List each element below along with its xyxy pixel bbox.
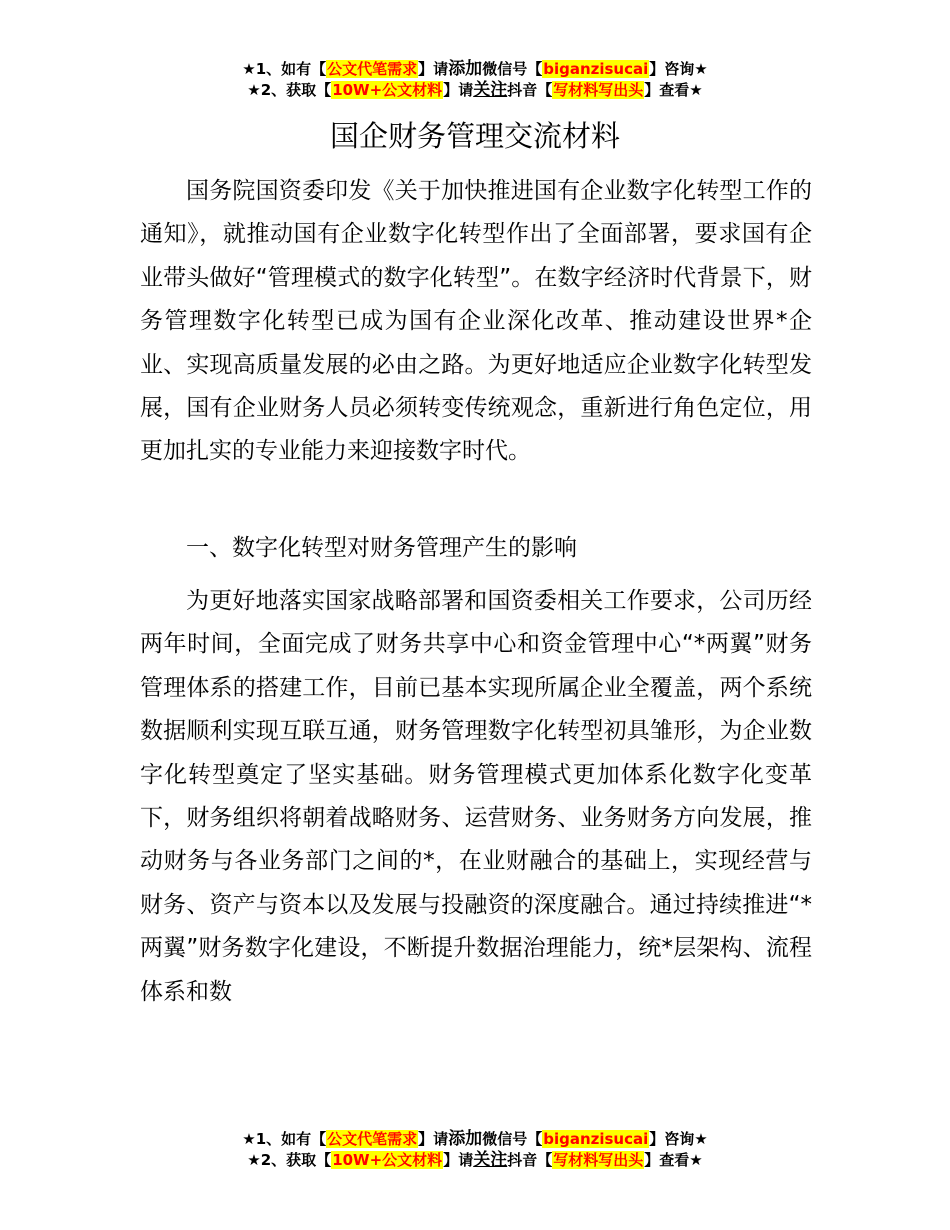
banner-line-2 [0,1150,950,1171]
body-section-2 [140,580,812,1014]
banner-line-2 [0,80,950,101]
banner-text: 】查看★ [644,81,703,99]
section-heading: 一、数字化转型对财务管理产生的影响 [186,535,577,561]
banner-emphasis: 关注 [473,80,508,100]
banner-line-1 [0,59,950,80]
banner-text: 】咨询★ [649,1130,708,1148]
banner-highlight-wechat-id: biganzisucai [543,60,649,78]
banner-text: ★1、如有【 [242,60,327,78]
banner-text: ★2、获取【 [247,1151,332,1169]
paragraph-intro: 国务院国资委印发《关于加快推进国有企业数字化转型工作的通知》，就推动国有企业数字化转型作出了全面部署，要求国有企业带头做好“管理模式的数字化转型”。在数字经济时代背景下，财务管理数字化转型已成为国有企业深化改革、推动建设世界*企业、实现高质量发展的必由之路。为更好地适应企业数字化转型发展，国有企业财务人员必须转变传统观念，重新进行角色定位，用更加扎实的专业能力来迎接数字时代。 [140,178,812,465]
banner-highlight-materials: 10W+公文材料 [332,1151,443,1169]
banner-text: ★2、获取【 [247,81,332,99]
banner-text: 】请 [418,1130,449,1148]
banner-text: 】查看★ [644,1151,703,1169]
document-title: 国企财务管理交流材料 [329,119,620,153]
banner-emphasis: 关注 [473,1150,508,1170]
banner-highlight-douyin-id: 写材料写出头 [553,1151,644,1169]
banner-highlight-wechat-id: biganzisucai [543,1130,649,1148]
banner-text: 】请 [443,1151,474,1169]
banner-highlight-service: 公文代笔需求 [327,60,418,78]
body-section-heading [140,527,812,570]
paragraph-impact: 为更好地落实国家战略部署和国资委相关工作要求，公司历经两年时间，全面完成了财务共享中心和资金管理中心“*两翼”财务管理体系的搭建工作，目前已基本实现所属企业全覆盖，两个系统数据顺利实现互联互通，财务管理数字化转型初具雏形，为企业数字化转型奠定了坚实基础。财务管理模式更加体系化数字化变革下，财务组织将朝着战略财务、运营财务、业务财务方向发展，推动财务与各业务部门之间的*，在业财融合的基础上，实现经营与财务、资产与资本以及发展与投融资的深度融合。通过持续推进“*两翼”财务数字化建设，不断提升数据治理能力，统*层架构、流程体系和数 [140,588,812,1005]
banner-emphasis: 添加 [448,1129,483,1149]
banner-text: ★1、如有【 [242,1130,327,1148]
banner-emphasis: 添加 [448,59,483,79]
banner-text: 】咨询★ [649,60,708,78]
banner-highlight-douyin-id: 写材料写出头 [553,81,644,99]
body-section-1 [140,170,812,474]
banner-text: 】请 [443,81,474,99]
banner-highlight-materials: 10W+公文材料 [332,81,443,99]
banner-text: 微信号【 [482,1130,543,1148]
banner-text: 抖音【 [507,81,553,99]
banner-text: 】请 [418,60,449,78]
banner-text: 微信号【 [482,60,543,78]
top-banner [0,59,950,101]
bottom-banner [0,1129,950,1171]
banner-text: 抖音【 [507,1151,553,1169]
banner-line-1 [0,1129,950,1150]
banner-highlight-service: 公文代笔需求 [327,1130,418,1148]
